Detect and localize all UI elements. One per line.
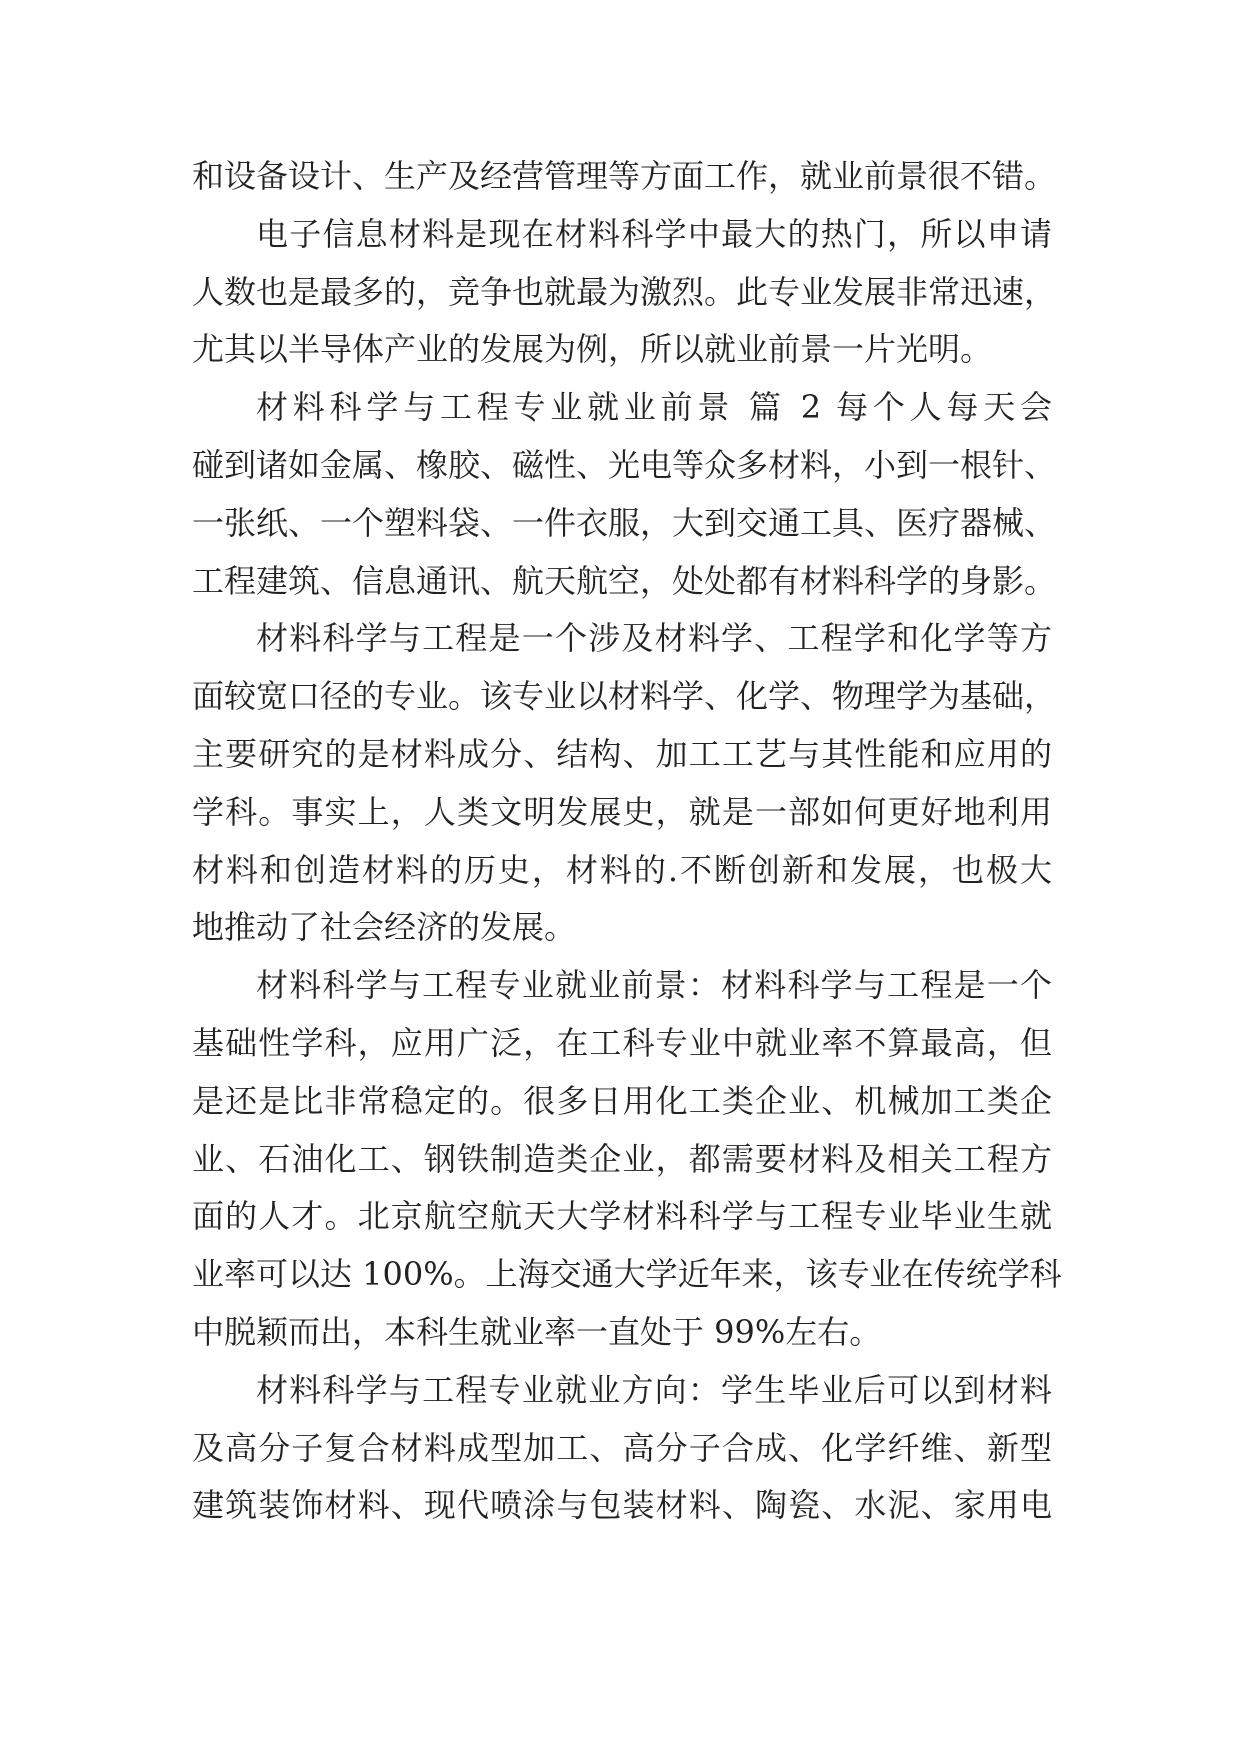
- text-line: 材料科学与工程是一个涉及材料学、工程学和化学等方: [256, 619, 1052, 658]
- text-line: 主要研究的是材料成分、结构、加工工艺与其性能和应用的: [192, 734, 1052, 773]
- text-line: 业率可以达 100%。上海交通大学近年来，该专业在传统学科: [192, 1255, 1062, 1294]
- text-line: 材料和创造材料的历史，材料的.不断创新和发展，也极大: [192, 850, 1052, 889]
- text-line: 学科。事实上，人类文明发展史，就是一部如何更好地利用: [192, 792, 1052, 831]
- text-line: 人数也是最多的，竞争也就最为激烈。此专业发展非常迅速，: [192, 272, 1057, 311]
- text-line: 中脱颖而出，本科生就业率一直处于 99%左右。: [192, 1312, 882, 1351]
- text-line: 电子信息材料是现在材料科学中最大的热门，所以申请: [256, 214, 1052, 253]
- text-line: 建筑装饰材料、现代喷涂与包装材料、陶瓷、水泥、家用电: [192, 1486, 1052, 1525]
- text-line: 地推动了社会经济的发展。: [192, 908, 577, 947]
- text-line: 材料科学与工程专业就业前景：材料科学与工程是一个: [256, 966, 1052, 1005]
- text-line: 业、石油化工、钢铁制造类企业，都需要材料及相关工程方: [192, 1139, 1052, 1178]
- text-line: 工程建筑、信息通讯、航天航空，处处都有材料科学的身影。: [192, 561, 1057, 600]
- text-line: 基础性学科，应用广泛，在工科专业中就业率不算最高，但: [192, 1023, 1052, 1062]
- text-line: 及高分子复合材料成型加工、高分子合成、化学纤维、新型: [192, 1428, 1052, 1467]
- text-line: 面的人才。北京航空航天大学材料科学与工程专业毕业生就: [192, 1197, 1052, 1236]
- text-line: 是还是比非常稳定的。很多日用化工类企业、机械加工类企: [192, 1081, 1052, 1120]
- text-line: 面较宽口径的专业。该专业以材料学、化学、物理学为基础，: [192, 677, 1057, 716]
- body-text: [192, 148, 1062, 1535]
- text-line: 一张纸、一个塑料袋、一件衣服，大到交通工具、医疗器械、: [192, 503, 1057, 542]
- text-line: 材料科学与工程专业就业前景 篇 2 每个人每天会: [256, 388, 1052, 427]
- text-line: 和设备设计、生产及经营管理等方面工作，就业前景很不错。: [192, 157, 1057, 195]
- text-line: 碰到诸如金属、橡胶、磁性、光电等众多材料，小到一根针、: [192, 445, 1057, 484]
- text-line: 尤其以半导体产业的发展为例，所以就业前景一片光明。: [192, 330, 993, 369]
- text-line: 材料科学与工程专业就业方向：学生毕业后可以到材料: [256, 1370, 1052, 1409]
